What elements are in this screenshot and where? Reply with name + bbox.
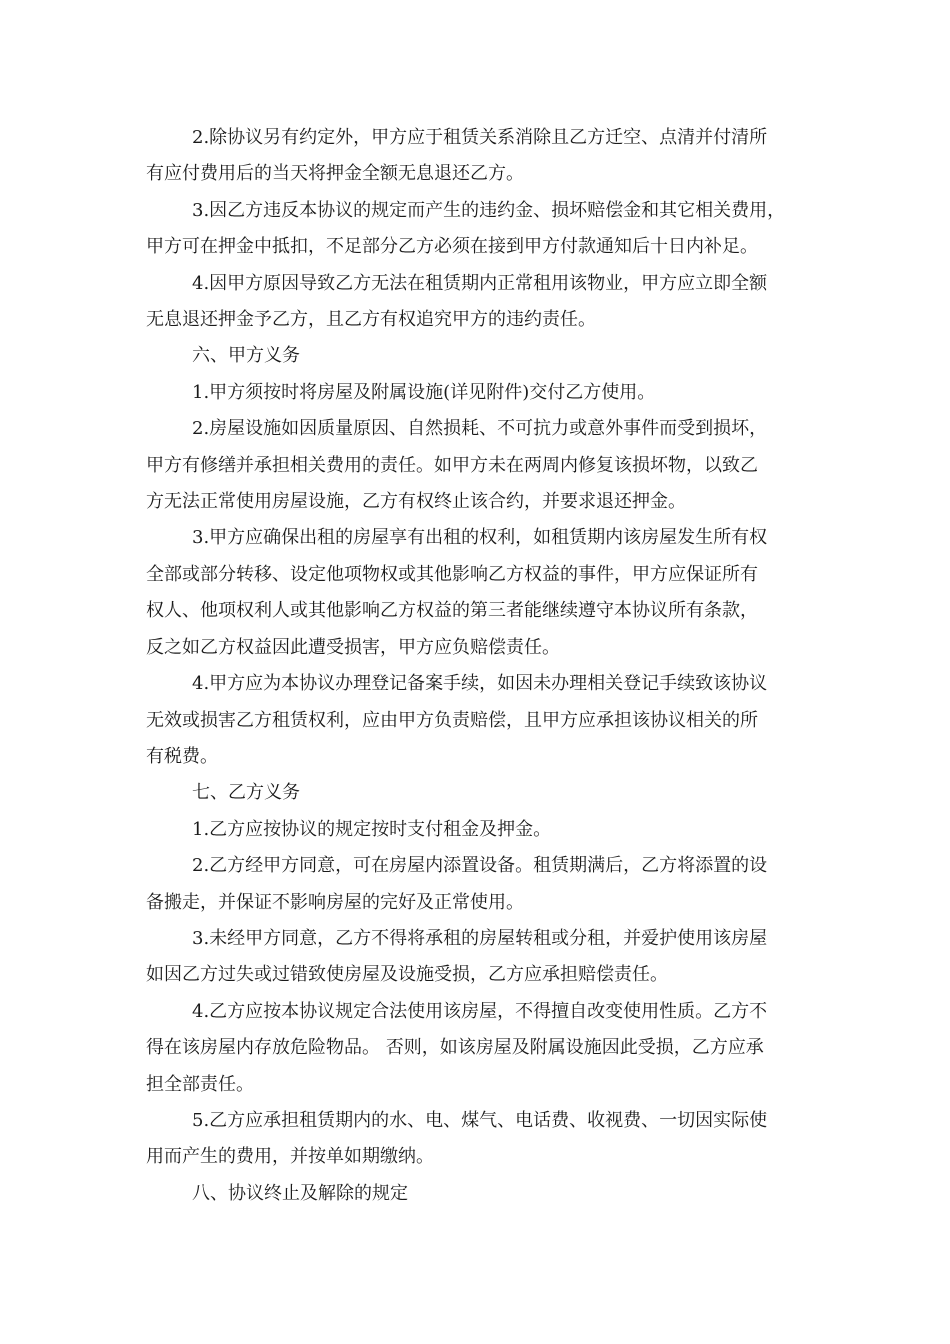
clause-paragraph	[146, 193, 806, 266]
text-line: 六、甲方义务	[192, 345, 300, 367]
clause-paragraph	[146, 1103, 806, 1176]
text-line: 权人、他项权利人或其他影响乙方权益的第三者能继续遵守本协议所有条款，	[146, 600, 758, 622]
text-line: 用而产生的费用，并按单如期缴纳。	[146, 1146, 434, 1168]
section-heading	[146, 338, 806, 374]
clause-paragraph	[146, 520, 806, 666]
text-line: 有应付费用后的当天将押金全额无息退还乙方。	[146, 163, 524, 185]
text-line: 反之如乙方权益因此遭受损害，甲方应负赔偿责任。	[146, 636, 560, 658]
text-line: 甲方有修缮并承担相关费用的责任。如甲方未在两周内修复该损坏物，以致乙	[146, 454, 758, 476]
clause-paragraph	[146, 666, 806, 775]
text-line: 2.乙方经甲方同意，可在房屋内添置设备。租赁期满后，乙方将添置的设	[192, 855, 768, 877]
text-line: 担全部责任。	[146, 1073, 254, 1095]
text-line: 无效或损害乙方租赁权利，应由甲方负责赔偿，且甲方应承担该协议相关的所	[146, 709, 758, 731]
clause-paragraph	[146, 921, 806, 994]
section-heading	[146, 775, 806, 811]
clause-paragraph	[146, 375, 806, 411]
text-line: 全部或部分转移、设定他项物权或其他影响乙方权益的事件，甲方应保证所有	[146, 563, 758, 585]
text-line: 无息退还押金予乙方，且乙方有权追究甲方的违约责任。	[146, 309, 596, 331]
clause-paragraph	[146, 411, 806, 520]
section-heading	[146, 1176, 806, 1212]
text-line: 甲方可在押金中抵扣，不足部分乙方必须在接到甲方付款通知后十日内补足。	[146, 236, 758, 258]
text-line: 5.乙方应承担租赁期内的水、电、煤气、电话费、收视费、一切因实际使	[192, 1109, 768, 1131]
text-line: 七、乙方义务	[192, 782, 300, 804]
text-line: 如因乙方过失或过错致使房屋及设施受损，乙方应承担赔偿责任。	[146, 964, 668, 986]
text-line: 4.因甲方原因导致乙方无法在租赁期内正常租用该物业，甲方应立即全额	[192, 272, 768, 294]
text-line: 3.甲方应确保出租的房屋享有出租的权利，如租赁期内该房屋发生所有权	[192, 527, 768, 549]
clause-paragraph	[146, 994, 806, 1103]
clause-paragraph	[146, 266, 806, 339]
text-line: 备搬走，并保证不影响房屋的完好及正常使用。	[146, 891, 524, 913]
text-line: 3.因乙方违反本协议的规定而产生的违约金、损坏赔偿金和其它相关费用，	[192, 199, 786, 221]
clause-paragraph	[146, 812, 806, 848]
text-line: 4.甲方应为本协议办理登记备案手续，如因未办理相关登记手续致该协议	[192, 673, 768, 695]
text-line: 3.未经甲方同意，乙方不得将承租的房屋转租或分租，并爱护使用该房屋	[192, 927, 768, 949]
text-line: 方无法正常使用房屋设施，乙方有权终止该合约，并要求退还押金。	[146, 491, 686, 513]
text-line: 有税费。	[146, 745, 218, 767]
text-line: 得在该房屋内存放危险物品。 否则，如该房屋及附属设施因此受损，乙方应承	[146, 1037, 764, 1059]
clause-paragraph	[146, 848, 806, 921]
text-line: 2.房屋设施如因质量原因、自然损耗、不可抗力或意外事件而受到损坏，	[192, 418, 768, 440]
text-line: 2.除协议另有约定外，甲方应于租赁关系消除且乙方迁空、点清并付清所	[192, 127, 768, 148]
text-line: 4.乙方应按本协议规定合法使用该房屋，不得擅自改变使用性质。乙方不	[192, 1000, 768, 1022]
text-line: 1.乙方应按协议的规定按时支付租金及押金。	[192, 818, 552, 840]
document-page	[146, 120, 806, 1212]
text-line: 八、协议终止及解除的规定	[192, 1182, 408, 1204]
clause-paragraph	[146, 120, 806, 193]
text-line: 1.甲方须按时将房屋及附属设施(详见附件)交付乙方使用。	[192, 381, 656, 403]
